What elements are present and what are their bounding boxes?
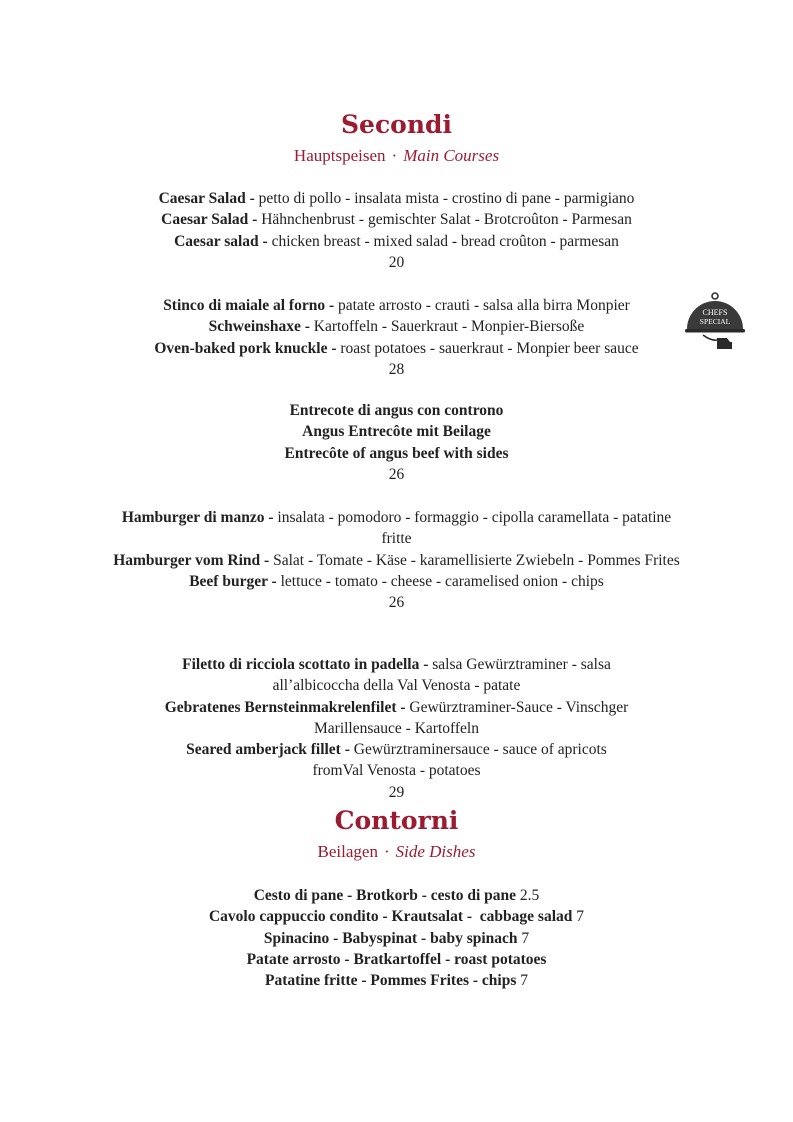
dish-line-de (110, 550, 683, 571)
side-dish-name: Patate arrosto - Bratkartoffel - roast potatoes (246, 950, 547, 968)
dish-name: Hamburger di manzo - (121, 509, 274, 526)
chefs-special-cloche-icon (683, 291, 747, 355)
dish-line-de (96, 209, 697, 230)
secondi-subtitle-de: Hauptspeisen (293, 146, 386, 165)
dish-desc: Gewürztraminer-Sauce - Vinschger Marillensauce - Kartoffeln (314, 698, 629, 737)
dish-desc: petto di pollo - insalata mista - crostino di pane - parmigiano (254, 190, 635, 207)
side-dish-name: Cesto di pane - Brotkorb - cesto di pane (253, 887, 517, 904)
side-dish-name: Spinacino - Babyspinat - baby spinach (263, 929, 518, 947)
side-dish-price: 2.5 (519, 887, 540, 904)
dish-beef-burger (110, 507, 683, 613)
dish-line-en (96, 443, 697, 464)
contorni-subtitle-de: Beilagen (317, 842, 378, 861)
dish-pork-knuckle (96, 295, 697, 380)
dish-desc: insalata - pomodoro - formaggio - cipolla caramellata - patatine fritte (273, 509, 672, 548)
side-dish-price: 7 (576, 908, 585, 926)
secondi-subtitle-separator: · (391, 146, 398, 165)
contorni-subtitle (96, 841, 697, 863)
dish-line-en (96, 338, 697, 359)
dish-name: Angus Entrecôte mit Beilage (302, 423, 491, 441)
dish-line-it (96, 188, 697, 209)
dish-line-en (96, 231, 697, 252)
side-dish-price: 7 (521, 929, 530, 947)
dish-caesar-salad (96, 188, 697, 273)
dish-name: Hamburger vom Rind - (113, 551, 270, 569)
secondi-header (96, 110, 697, 167)
dish-desc: Hähnchenbrust - gemischter Salat - Brotcroûton - Parmesan (257, 211, 632, 229)
badge-text-chefs: CHEFS (702, 308, 728, 317)
dish-price: 29 (388, 783, 405, 801)
dish-line-it (96, 400, 697, 421)
dish-line-en (110, 571, 683, 592)
dish-line-de (96, 316, 697, 337)
dish-desc: lettuce - tomato - cheese - caramelised onion - chips (276, 572, 604, 590)
dish-desc: roast potatoes - sauerkraut - Monpier beer sauce (336, 339, 639, 357)
dish-name: Caesar Salad - (158, 190, 255, 207)
secondi-title: Secondi (340, 110, 452, 139)
dish-price: 28 (388, 360, 405, 378)
side-dish-price: 7 (520, 972, 528, 990)
dish-price: 26 (388, 465, 405, 483)
dish-name: Caesar salad - (174, 232, 268, 250)
dish-desc: patate arrosto - crauti - salsa alla birra Monpier (334, 297, 630, 314)
contorni-list (96, 885, 697, 991)
contorni-subtitle-en: Side Dishes (395, 842, 476, 861)
dish-name: Seared amberjack fillet - (186, 741, 350, 759)
dish-desc: salsa Gewürztraminer - salsa all’albicoccha della Val Venosta - patate (272, 656, 611, 695)
dish-name: Entrecôte of angus beef with sides (284, 444, 509, 462)
secondi-subtitle (96, 145, 697, 167)
side-dish-item (96, 885, 697, 906)
dish-line-it (160, 654, 633, 697)
dish-name: Beef burger - (189, 572, 277, 590)
dish-price: 20 (388, 253, 405, 271)
dish-line-de (160, 697, 633, 740)
dish-line-en (160, 739, 633, 782)
dish-desc: Kartoffeln - Sauerkraut - Monpier-Biersoße (309, 318, 585, 336)
side-dish-item (96, 949, 697, 970)
dish-line-it (110, 507, 683, 550)
dish-name: Entrecote di angus con controno (289, 402, 504, 419)
side-dish-item (96, 970, 697, 991)
dish-name: Schweinshaxe - (208, 318, 310, 336)
dish-name: Caesar Salad - (161, 211, 258, 229)
dish-price: 26 (388, 594, 405, 612)
dish-desc: Salat - Tomate - Käse - karamellisierte Zwiebeln - Pommes Frites (269, 551, 680, 569)
side-dish-item (96, 906, 697, 927)
dish-angus-entrecote (96, 400, 697, 485)
dish-name: Oven-baked pork knuckle - (154, 339, 337, 357)
contorni-title: Contorni (334, 806, 459, 835)
contorni-header (96, 806, 697, 863)
side-dish-name: Cavolo cappuccio condito - Krautsalat - cabbage salad (208, 908, 573, 926)
dish-amberjack-fillet (160, 654, 633, 803)
dish-desc: chicken breast - mixed salad - bread croûton - parmesan (267, 232, 619, 250)
dish-line-it (96, 295, 697, 316)
dish-line-de (96, 421, 697, 442)
secondi-subtitle-en: Main Courses (403, 146, 500, 165)
badge-text-special: SPECIAL (699, 317, 731, 326)
dish-name: Stinco di maiale al forno - (163, 297, 335, 314)
contorni-subtitle-separator: · (383, 842, 390, 861)
dish-name: Filetto di ricciola scottato in padella - (182, 656, 429, 673)
side-dish-name: Patatine fritte - Pommes Frites - chips (265, 972, 517, 990)
dish-name: Gebratenes Bernsteinmakrelenfilet - (164, 698, 406, 716)
dish-desc: Gewürztraminersauce - sauce of apricots fromVal Venosta - potatoes (312, 741, 607, 780)
side-dish-item (96, 928, 697, 949)
